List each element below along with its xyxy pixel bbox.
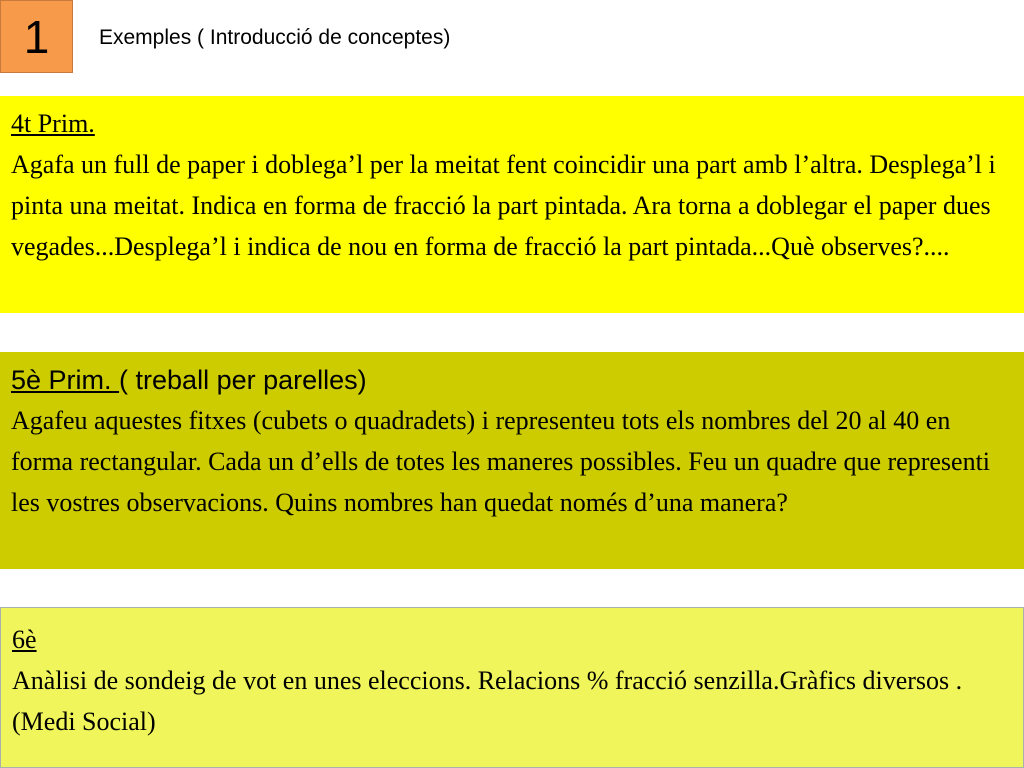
panel-heading — [11, 360, 1014, 400]
slide-number: 1 — [23, 10, 50, 63]
panel-4t-prim — [0, 96, 1024, 313]
panel-text: Anàlisi de sondeig de vot en unes eleccions. Relacions % fracció senzilla.Gràfics diversos . (Medi Social) — [12, 666, 963, 736]
slide-number-badge — [0, 0, 73, 73]
panel-heading — [12, 620, 1013, 660]
panel-heading-grade: 4t Prim. — [11, 109, 95, 138]
panel-heading-grade: 6è — [12, 625, 37, 654]
panel-text: Agafa un full de paper i doblega’l per la meitat fent coincidir una part amb l’altra. Desplega’l i pinta una meitat. Indica en forma de fracció la part pintada. Ara torna a doblegar el paper dues vegades...Desplega’l i indica de nou en forma de fracció la part pintada...Què observes?.... — [11, 150, 996, 261]
panel-heading-grade: 5è Prim. — [11, 365, 120, 395]
slide-title: Exemples ( Introducció de conceptes) — [99, 26, 451, 49]
panel-6e — [0, 607, 1024, 768]
panel-heading — [11, 104, 1014, 144]
panel-heading-note: ( treball per parelles) — [119, 365, 367, 395]
panel-text: Agafeu aquestes fitxes (cubets o quadradets) i representeu tots els nombres del 20 al 40 en forma rectangular. Cada un d’ells de totes les maneres possibles. Feu un quadre que representi les vostres observacions. Quins nombres han quedat només d’una manera? — [11, 406, 991, 517]
panel-5e-prim — [0, 352, 1024, 569]
